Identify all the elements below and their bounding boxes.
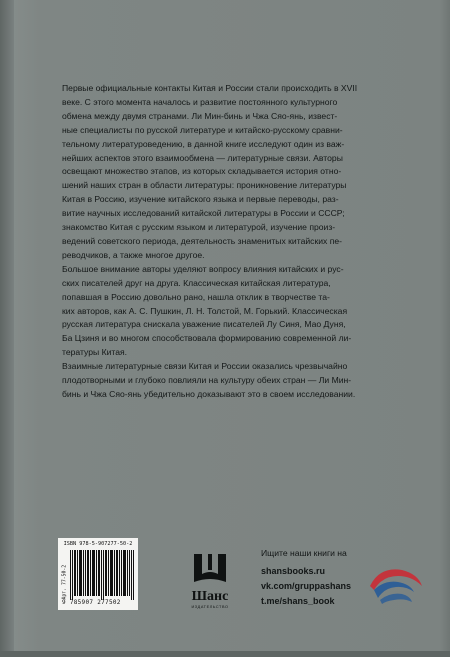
text-line: плодотворными и глубоко повлияли на культуру обеих стран — Ли Мин- <box>62 375 352 386</box>
paragraph-3 <box>62 360 358 402</box>
text-line: ные специалисты по русской литературе и китайско-русскому сравни- <box>62 124 343 135</box>
telegram-link[interactable]: t.me/shans_book <box>261 596 335 606</box>
text-line: веке. С этого момента началось и развитие постоянного культурного <box>62 96 338 107</box>
text-line: знакомство Китая с русским языком и литературой, изучение произ- <box>62 222 336 233</box>
text-line: шений наших стран в области литературы: проникновение литературы <box>62 180 347 191</box>
text-line: обмена между двумя странами. Ли Мин-бинь и Чжа Сяо-янь, извест- <box>62 110 338 121</box>
text-line: тературы Китая. <box>62 347 128 358</box>
text-line: ведений советского периода, деятельность знаменитых китайских пе- <box>62 235 342 246</box>
swirl-logo-icon <box>366 560 426 608</box>
text-line: Взаимные литературные связи Китая и России оказались чрезвычайно <box>62 361 348 372</box>
website-link[interactable]: shansbooks.ru <box>261 566 326 576</box>
text-line: Большое внимание авторы уделяют вопросу влияния китайских и рус- <box>62 263 344 274</box>
barcode-label <box>58 538 138 610</box>
text-line: ких авторов, как А. С. Пушкин, Л. Н. Толстой, М. Горький. Классическая <box>62 305 348 316</box>
text-line: Китая в Россию, изучение китайского языка и первые переводы, раз- <box>62 194 339 205</box>
text-line: попавшая в Россию довольно рано, нашла отклик в творчестве та- <box>62 291 330 302</box>
text-line: Ба Цзиня и во многом способствовала формированию современной ли- <box>62 333 352 344</box>
publisher-name: Шанс <box>191 589 229 604</box>
text-line: освещают множество этапов, из которых складывается история отно- <box>62 166 342 177</box>
text-line: бинь и Чжа Сяо-янь убедительно доказывают это в своем исследовании. <box>62 388 356 399</box>
text-line: витие научных исследований китайской литературы в России и СССР; <box>62 208 345 219</box>
text-line: нейших аспектов этого взаимообмена — литературные связи. Авторы <box>62 152 343 163</box>
links-heading: Ищите наши книги на <box>261 548 347 558</box>
publisher-subtitle: ИЗДАТЕЛЬСТВО <box>191 605 229 609</box>
article-number: Арт. 77-50-2 <box>62 564 68 600</box>
isbn-text: ISBN 978-5-907277-50-2 <box>63 541 133 547</box>
publisher-logo <box>175 552 245 612</box>
bottom-edge <box>0 651 450 657</box>
text-line: Первые официальные контакты Китая и России стали происходить в XVII <box>62 83 358 93</box>
text-line: тельному литературоведению, в данной книге исследуют один из важ- <box>62 138 345 149</box>
barcode-digits: 9 785907 277502 <box>62 599 121 606</box>
vk-link[interactable]: vk.com/gruppashans <box>261 581 352 591</box>
paragraph-1 <box>62 82 358 263</box>
paragraph-2 <box>62 263 358 360</box>
text-line: русская литература снискала уважение писателей Лу Синя, Мао Дуня, <box>62 319 346 330</box>
barcode-icon <box>70 550 134 600</box>
links-block <box>261 548 371 609</box>
text-line: реводчиков, а также многое другое. <box>62 249 205 260</box>
publisher-logo-icon <box>188 552 232 586</box>
text-line: ских писателей друг на друга. Классическая китайская литература, <box>62 277 331 288</box>
spine-edge <box>0 0 14 657</box>
annotation-text <box>62 82 358 402</box>
